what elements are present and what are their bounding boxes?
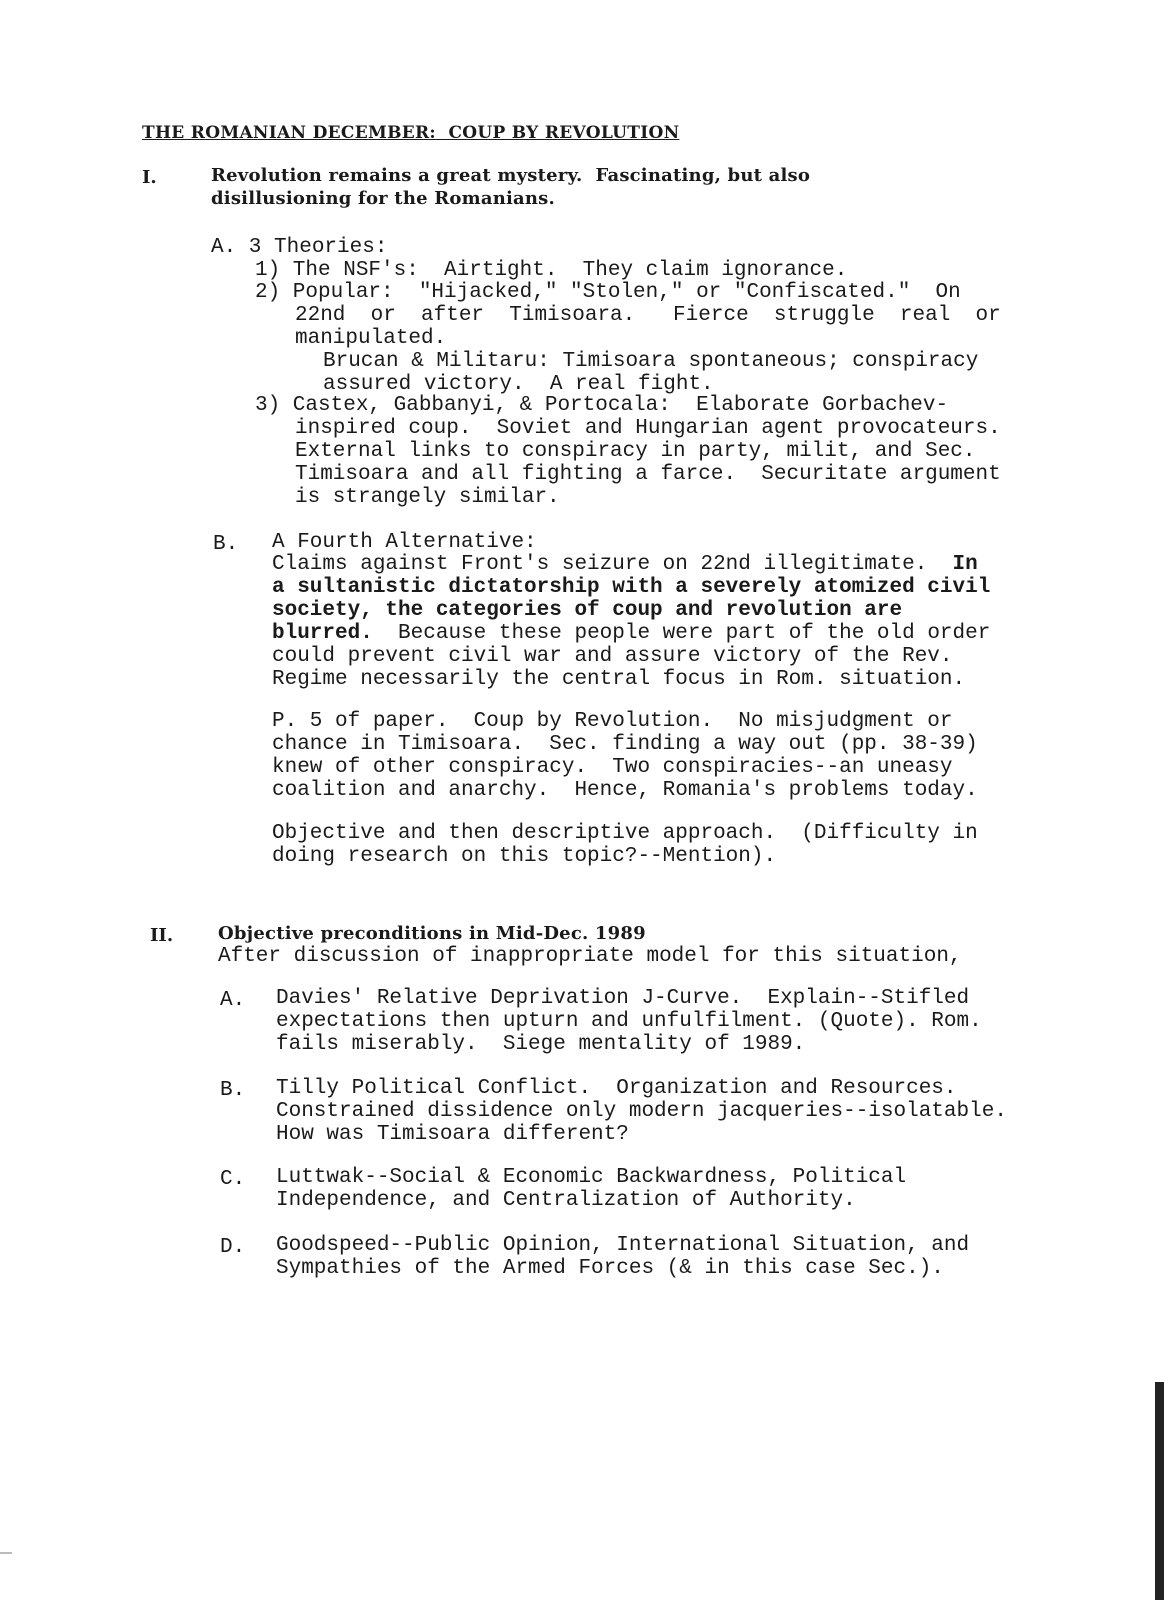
theory-2-line-2: 22nd or after Timisoara. Fierce struggle real or (295, 304, 1001, 327)
theory-3-line-4: Timisoara and all fighting a farce. Securitate argument (295, 463, 1001, 486)
luttwak-item (276, 1166, 906, 1212)
goodspeed-item (276, 1234, 969, 1280)
section-2-d-letter: D. (220, 1236, 246, 1259)
tilly-line-2: Constrained dissidence only modern jacqueries--isolatable. (276, 1100, 1007, 1123)
fourth-alt-line-1-text: Claims against Front's seizure on 22nd illegitimate. (272, 553, 928, 576)
fourth-alt-line-4-bold: blurred. (272, 622, 373, 645)
theory-2 (255, 281, 1001, 396)
section-2-b-letter: B. (220, 1079, 246, 1102)
section-1-heading (211, 164, 810, 210)
section-2-numeral: II. (150, 925, 174, 946)
theory-3-line-5: is strangely similar. (295, 486, 560, 509)
fourth-alt-p2-line-2: chance in Timisoara. Sec. finding a way out (pp. 38-39) (272, 733, 978, 756)
davies-line-1: Davies' Relative Deprivation J-Curve. Explain--Stifled (276, 987, 970, 1010)
fourth-alt-line-1-bold: In (952, 553, 978, 576)
theory-3-line-2: inspired coup. Soviet and Hungarian agent provocateurs. (295, 417, 1001, 440)
section-1-numeral: I. (142, 167, 157, 188)
section-1-heading-line-1: Revolution remains a great mystery. Fascinating, but also (211, 165, 811, 186)
fourth-alt-line-4-text: Because these people were part of the old order (372, 622, 991, 645)
scan-edge-shadow (1155, 1382, 1164, 1600)
fourth-alt-p2-line-4: coalition and anarchy. Hence, Romania's problems today. (272, 779, 978, 802)
fourth-alternative-paragraph-2 (272, 710, 978, 802)
fourth-alternative-paragraph-3 (272, 822, 978, 868)
section-1-b-letter: B. (213, 533, 239, 556)
tilly-line-3: How was Timisoara different? (276, 1123, 629, 1146)
fourth-alt-p2-line-1: P. 5 of paper. Coup by Revolution. No misjudgment or (272, 710, 953, 733)
section-2-c-letter: C. (220, 1168, 246, 1191)
theory-2-sub-line-1: Brucan & Militaru: Timisoara spontaneous; conspiracy (323, 350, 979, 373)
section-1-a-label: A. 3 Theories: (211, 236, 388, 259)
luttwak-line-1: Luttwak--Social & Economic Backwardness, Political (276, 1166, 907, 1189)
davies-line-2: expectations then upturn and unfulfilment. (Quote). Rom. (276, 1010, 982, 1033)
theory-1: 1) The NSF's: Airtight. They claim ignorance. (255, 259, 848, 282)
davies-line-3: fails miserably. Siege mentality of 1989. (276, 1033, 806, 1056)
luttwak-line-2: Independence, and Centralization of Authority. (276, 1189, 856, 1212)
fourth-alt-p2-line-3: knew of other conspiracy. Two conspiracies--an uneasy (272, 756, 953, 779)
theory-2-line-1: 2) Popular: "Hijacked," "Stolen," or "Confiscated." On (255, 281, 961, 304)
scan-margin-mark (0, 1552, 12, 1554)
tilly-line-1: Tilly Political Conflict. Organization and Resources. (276, 1077, 957, 1100)
document-title: THE ROMANIAN DECEMBER: COUP BY REVOLUTION (142, 123, 680, 143)
theory-2-sub-line-2: assured victory. A real fight. (323, 373, 714, 396)
fourth-alt-line-1 (272, 553, 990, 576)
goodspeed-line-1: Goodspeed--Public Opinion, International Situation, and (276, 1234, 970, 1257)
section-1-heading-line-2: disillusioning for the Romanians. (211, 188, 555, 209)
fourth-alt-line-5: could prevent civil war and assure victory of the Rev. (272, 645, 953, 668)
section-2-a-letter: A. (220, 989, 246, 1012)
fourth-alt-line-2: a sultanistic dictatorship with a severely atomized civil (272, 576, 991, 599)
fourth-alt-p3-line-2: doing research on this topic?--Mention). (272, 845, 777, 868)
theory-3-line-3: External links to conspiracy in party, milit, and Sec. (295, 440, 976, 463)
goodspeed-line-2: Sympathies of the Armed Forces (& in this case Sec.). (276, 1257, 944, 1280)
davies-item (276, 987, 982, 1056)
fourth-alt-line-4 (272, 622, 990, 645)
section-1-b-label: A Fourth Alternative: (272, 531, 537, 554)
section-2-subheading: After discussion of inappropriate model for this situation, (218, 945, 962, 968)
fourth-alt-line-3: society, the categories of coup and revolution are (272, 599, 903, 622)
fourth-alt-line-6: Regime necessarily the central focus in Rom. situation. (272, 668, 966, 691)
theory-3-line-1: 3) Castex, Gabbanyi, & Portocala: Elaborate Gorbachev- (255, 394, 949, 417)
theory-2-line-3: manipulated. (295, 327, 447, 350)
fourth-alternative-paragraph-1 (272, 553, 990, 691)
theory-3 (255, 394, 1001, 509)
tilly-item (276, 1077, 1007, 1146)
section-2-heading: Objective preconditions in Mid-Dec. 1989 (218, 923, 646, 944)
fourth-alt-p3-line-1: Objective and then descriptive approach. (Difficulty in (272, 822, 978, 845)
